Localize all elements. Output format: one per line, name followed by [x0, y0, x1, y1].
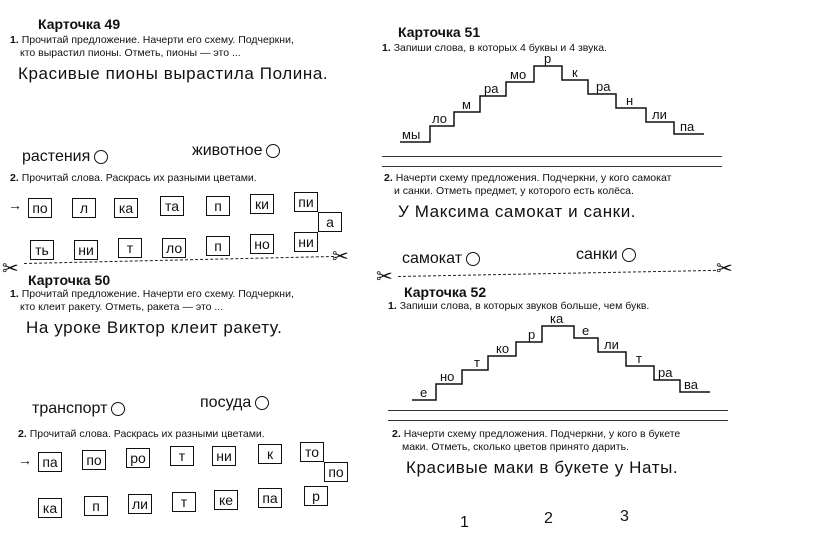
stair-syllable: мы: [402, 127, 421, 142]
syllable-box[interactable]: но: [250, 234, 274, 254]
writing-line: [388, 410, 728, 411]
stair-syllable: т: [636, 351, 642, 366]
card49-option-animal-label: животное: [192, 142, 263, 159]
stair-syllable: ли: [652, 107, 667, 122]
syllable-box[interactable]: т: [170, 446, 194, 466]
card51-task2-line2: и санки. Отметь предмет, у которого есть колёса.: [394, 185, 634, 197]
stair-syllable: р: [544, 51, 552, 66]
syllable-box[interactable]: ни: [294, 232, 318, 252]
scissors-icon: ✂: [716, 258, 733, 280]
syllable-box[interactable]: ки: [250, 194, 274, 214]
card49-task1-line2: кто вырастил пионы. Отметь, пионы — это ...: [20, 47, 241, 59]
stair-syllable: ва: [684, 377, 698, 392]
arrow-icon: →: [18, 452, 32, 468]
card51-task1-text: Запиши слова, в которых 4 буквы и 4 звука.: [393, 42, 607, 54]
card50-title: Карточка 50: [28, 272, 111, 288]
syllable-box[interactable]: ке: [214, 490, 238, 510]
card49-task1-num: 1.: [10, 34, 19, 46]
card52-task1-num: 1.: [388, 300, 397, 312]
writing-line: [382, 166, 722, 167]
card51-sentence: У Максима самокат и санки.: [398, 202, 637, 221]
syllable-box[interactable]: па: [38, 452, 62, 472]
card51-task2-num: 2.: [384, 172, 393, 184]
stair-syllable: р: [528, 327, 536, 342]
card50-task1-line2: кто клеит ракету. Отметь, ракета — это ...: [20, 301, 224, 313]
scissors-icon: ✂: [332, 246, 349, 268]
answer-number-1: 1: [460, 514, 469, 531]
syllable-box[interactable]: р: [304, 486, 328, 506]
syllable-box[interactable]: по: [324, 462, 348, 482]
stair-syllable: ло: [432, 111, 447, 126]
syllable-box[interactable]: по: [82, 450, 106, 470]
syllable-box[interactable]: ка: [114, 198, 138, 218]
stair-syllable: па: [680, 119, 695, 134]
stair-syllable: к: [572, 65, 578, 80]
card52-task1: [388, 300, 649, 313]
stair-syllable: ко: [496, 341, 510, 356]
syllable-box[interactable]: па: [258, 488, 282, 508]
card51-option-scooter-label: самокат: [402, 250, 463, 267]
stair-syllable: е: [420, 385, 428, 400]
stair-syllable: т: [474, 355, 480, 370]
syllable-box[interactable]: та: [160, 196, 184, 216]
syllable-box[interactable]: ло: [162, 238, 186, 258]
card49-option-plants-label: растения: [22, 148, 91, 165]
card50-option-dishes-label: посуда: [200, 394, 252, 411]
card52-sentence: Красивые маки в букете у Наты.: [406, 458, 679, 477]
stair-syllable: мо: [510, 67, 527, 82]
scissors-icon: ✂: [2, 258, 19, 280]
stair-syllable: ра: [484, 81, 499, 96]
stair-syllable: но: [440, 369, 455, 384]
card51-option-sled[interactable]: [576, 246, 636, 264]
card51-task2: [384, 172, 744, 198]
writing-line: [382, 156, 722, 157]
stair-syllable: ра: [658, 365, 673, 380]
syllable-box[interactable]: т: [172, 492, 196, 512]
syllable-box[interactable]: по: [28, 198, 52, 218]
stairs-line: [400, 66, 704, 142]
card52-task1-text: Запиши слова, в которых звуков больше, чем букв.: [399, 300, 650, 312]
syllable-box[interactable]: п: [206, 196, 230, 216]
card50-option-transport-label: транспорт: [32, 400, 108, 417]
answer-number-3: 3: [620, 508, 629, 525]
card51-option-scooter[interactable]: [402, 250, 480, 268]
card52-title: Карточка 52: [404, 284, 487, 300]
card50-task1-line1: Прочитай предложение. Начерти его схему. Подчеркни,: [21, 288, 294, 300]
syllable-box[interactable]: п: [84, 496, 108, 516]
stair-syllable: н: [626, 93, 634, 108]
syllable-box[interactable]: к: [258, 444, 282, 464]
circle-icon[interactable]: [466, 252, 480, 266]
syllable-box[interactable]: ро: [126, 448, 150, 468]
syllable-box[interactable]: л: [72, 198, 96, 218]
syllable-box[interactable]: ли: [128, 494, 152, 514]
syllable-box[interactable]: ни: [212, 446, 236, 466]
syllable-box[interactable]: ни: [74, 240, 98, 260]
writing-line: [388, 420, 728, 421]
card51-option-sled-label: санки: [576, 246, 618, 263]
card51-task1-num: 1.: [382, 42, 391, 54]
card50-sentence: На уроке Виктор клеит ракету.: [26, 318, 283, 337]
stair-syllable: ра: [596, 79, 611, 94]
card49-task2-num: 2.: [10, 172, 19, 184]
card49-task1-line1: Прочитай предложение. Начерти его схему. Подчеркни,: [21, 34, 294, 46]
card51-task2-line1: Начерти схему предложения. Подчеркни, у кого самокат: [395, 172, 672, 184]
card52-task2-line1: Начерти схему предложения. Подчеркни, у кого в букете: [403, 428, 681, 440]
syllable-box[interactable]: п: [206, 236, 230, 256]
stair-syllable: м: [462, 97, 471, 112]
syllable-box[interactable]: то: [300, 442, 324, 462]
stair-syllable: е: [582, 323, 590, 338]
circle-icon[interactable]: [622, 248, 636, 262]
card49-task2-text: Прочитай слова. Раскрась их разными цветами.: [21, 172, 257, 184]
syllable-box[interactable]: пи: [294, 192, 318, 212]
card52-task2-num: 2.: [392, 428, 401, 440]
stair-syllable: ли: [604, 337, 619, 352]
card50-task2-num: 2.: [18, 428, 27, 440]
card49-title: Карточка 49: [38, 16, 121, 32]
card49-sentence: Красивые пионы вырастила Полина.: [18, 64, 329, 83]
card50-task1-num: 1.: [10, 288, 19, 300]
card50-task2-text: Прочитай слова. Раскрась их разными цветами.: [29, 428, 265, 440]
syllable-box[interactable]: а: [318, 212, 342, 232]
syllable-box[interactable]: ка: [38, 498, 62, 518]
arrow-icon: →: [8, 197, 22, 213]
stair-syllable: ка: [550, 311, 564, 326]
card51-title: Карточка 51: [398, 24, 481, 40]
card52-task2: [392, 428, 752, 454]
syllable-box[interactable]: т: [118, 238, 142, 258]
card52-task2-line2: маки. Отметь, сколько цветов принято дарить.: [402, 441, 629, 453]
stairs-line: [412, 326, 710, 400]
scissors-icon: ✂: [376, 266, 393, 288]
syllable-box[interactable]: ть: [30, 240, 54, 260]
answer-number-2: 2: [544, 510, 553, 527]
